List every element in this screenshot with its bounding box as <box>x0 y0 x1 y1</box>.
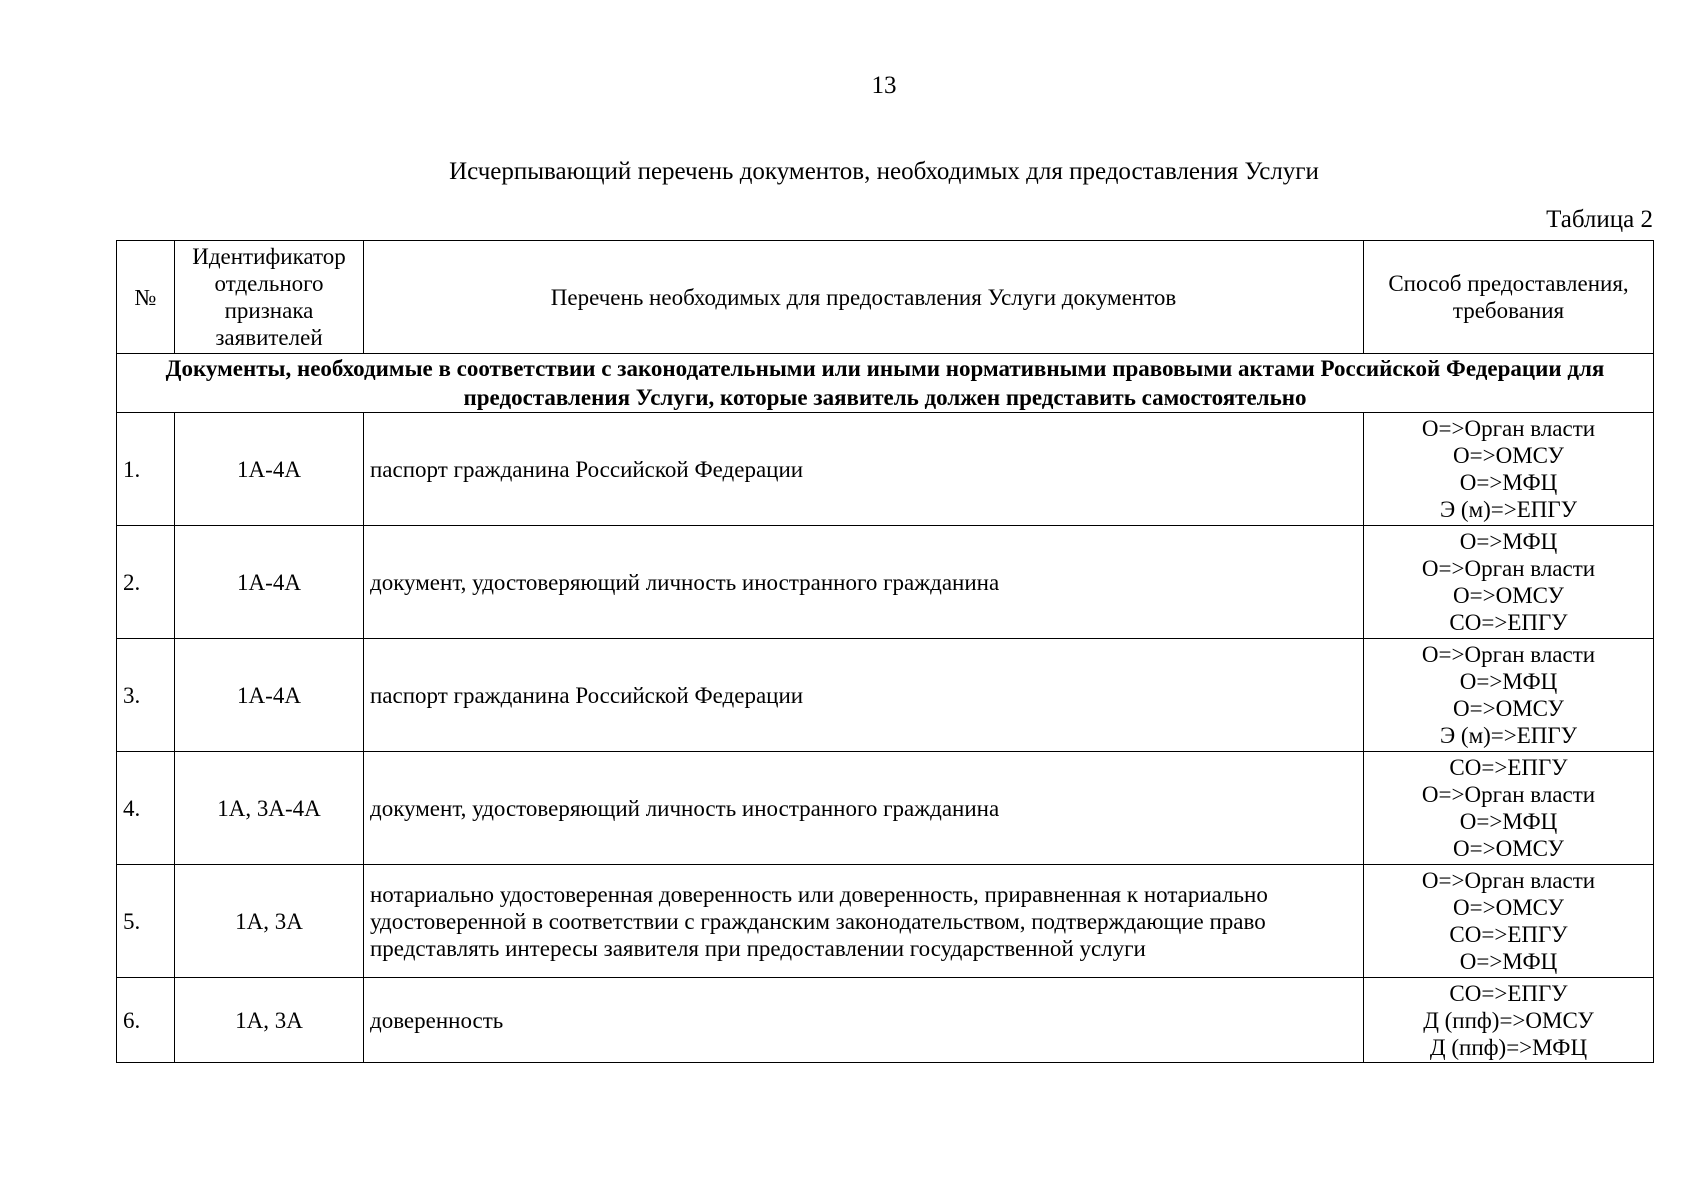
row-identifier: 1А, 3А-4А <box>175 752 364 865</box>
header-documents: Перечень необходимых для предоставления Услуги документов <box>364 241 1364 354</box>
row-number: 4. <box>117 752 175 865</box>
row-number: 5. <box>117 865 175 978</box>
method-item: О=>МФЦ <box>1459 669 1558 694</box>
row-methods <box>1364 639 1654 752</box>
method-item: Д (ппф)=>ОМСУ <box>1423 1007 1594 1033</box>
row-document: паспорт гражданина Российской Федерации <box>364 413 1364 526</box>
row-identifier: 1А, 3А <box>175 865 364 978</box>
method-item: Д (ппф)=>МФЦ <box>1429 1034 1588 1060</box>
method-item: О=>МФЦ <box>1459 809 1558 834</box>
method-item: СО=>ЕПГУ <box>1449 610 1568 635</box>
method-item: О=>ОМСУ <box>1453 895 1564 920</box>
method-item: Э (м)=>ЕПГУ <box>1440 497 1577 522</box>
row-document: документ, удостоверяющий личность иностранного гражданина <box>364 526 1364 639</box>
table-row <box>117 413 1654 526</box>
section-heading: Документы, необходимые в соответствии с законодательными или иными нормативными правовыми актами Российской Федерации для предоставления Услуги, которые заявитель должен представить самостоятельно <box>117 354 1654 413</box>
method-item: О=>ОМСУ <box>1453 836 1564 861</box>
header-num: № <box>117 241 175 354</box>
table-header-row <box>117 241 1654 354</box>
method-item: О=>МФЦ <box>1459 529 1558 554</box>
row-identifier: 1А-4А <box>175 639 364 752</box>
method-item: О=>ОМСУ <box>1453 443 1564 468</box>
documents-table <box>116 240 1654 1063</box>
table-row <box>117 639 1654 752</box>
method-item: О=>Орган власти <box>1421 782 1596 807</box>
table-row <box>117 752 1654 865</box>
method-item: СО=>ЕПГУ <box>1449 922 1568 947</box>
header-identifier: Идентификатор отдельного признака заявителей <box>175 241 364 354</box>
row-document: документ, удостоверяющий личность иностранного гражданина <box>364 752 1364 865</box>
method-item: О=>Орган власти <box>1421 416 1596 441</box>
row-identifier: 1А, 3А <box>175 978 364 1063</box>
row-identifier: 1А-4А <box>175 526 364 639</box>
row-methods <box>1364 413 1654 526</box>
table-label: Таблица 2 <box>1546 206 1653 233</box>
row-document: нотариально удостоверенная доверенность или доверенность, приравненная к нотариально удостоверенной в соответствии с гражданским законодательством, подтверждающие право представлять интересы заявителя при предоставлении государственной услуги <box>364 865 1364 978</box>
method-item: О=>Орган власти <box>1421 868 1596 893</box>
method-item: О=>ОМСУ <box>1453 696 1564 721</box>
row-document: доверенность <box>364 978 1364 1063</box>
table-row <box>117 978 1654 1063</box>
table-row <box>117 865 1654 978</box>
method-item: О=>Орган власти <box>1421 642 1596 667</box>
row-number: 3. <box>117 639 175 752</box>
row-methods <box>1364 865 1654 978</box>
row-identifier: 1А-4А <box>175 413 364 526</box>
method-item: О=>ОМСУ <box>1453 583 1564 608</box>
row-number: 2. <box>117 526 175 639</box>
page-number: 13 <box>871 72 897 99</box>
method-item: О=>МФЦ <box>1459 949 1558 974</box>
method-item: О=>Орган власти <box>1421 556 1596 581</box>
method-item: СО=>ЕПГУ <box>1449 980 1568 1006</box>
method-item: Э (м)=>ЕПГУ <box>1440 723 1577 748</box>
row-number: 1. <box>117 413 175 526</box>
header-method: Способ предоставления, требования <box>1364 241 1654 354</box>
method-item: СО=>ЕПГУ <box>1449 755 1568 780</box>
row-methods <box>1364 752 1654 865</box>
row-methods <box>1364 526 1654 639</box>
row-methods <box>1364 978 1654 1063</box>
row-number: 6. <box>117 978 175 1063</box>
section-heading-row <box>117 354 1654 413</box>
method-item: О=>МФЦ <box>1459 470 1558 495</box>
table-row <box>117 526 1654 639</box>
row-document: паспорт гражданина Российской Федерации <box>364 639 1364 752</box>
document-title: Исчерпывающий перечень документов, необходимых для предоставления Услуги <box>449 158 1319 185</box>
